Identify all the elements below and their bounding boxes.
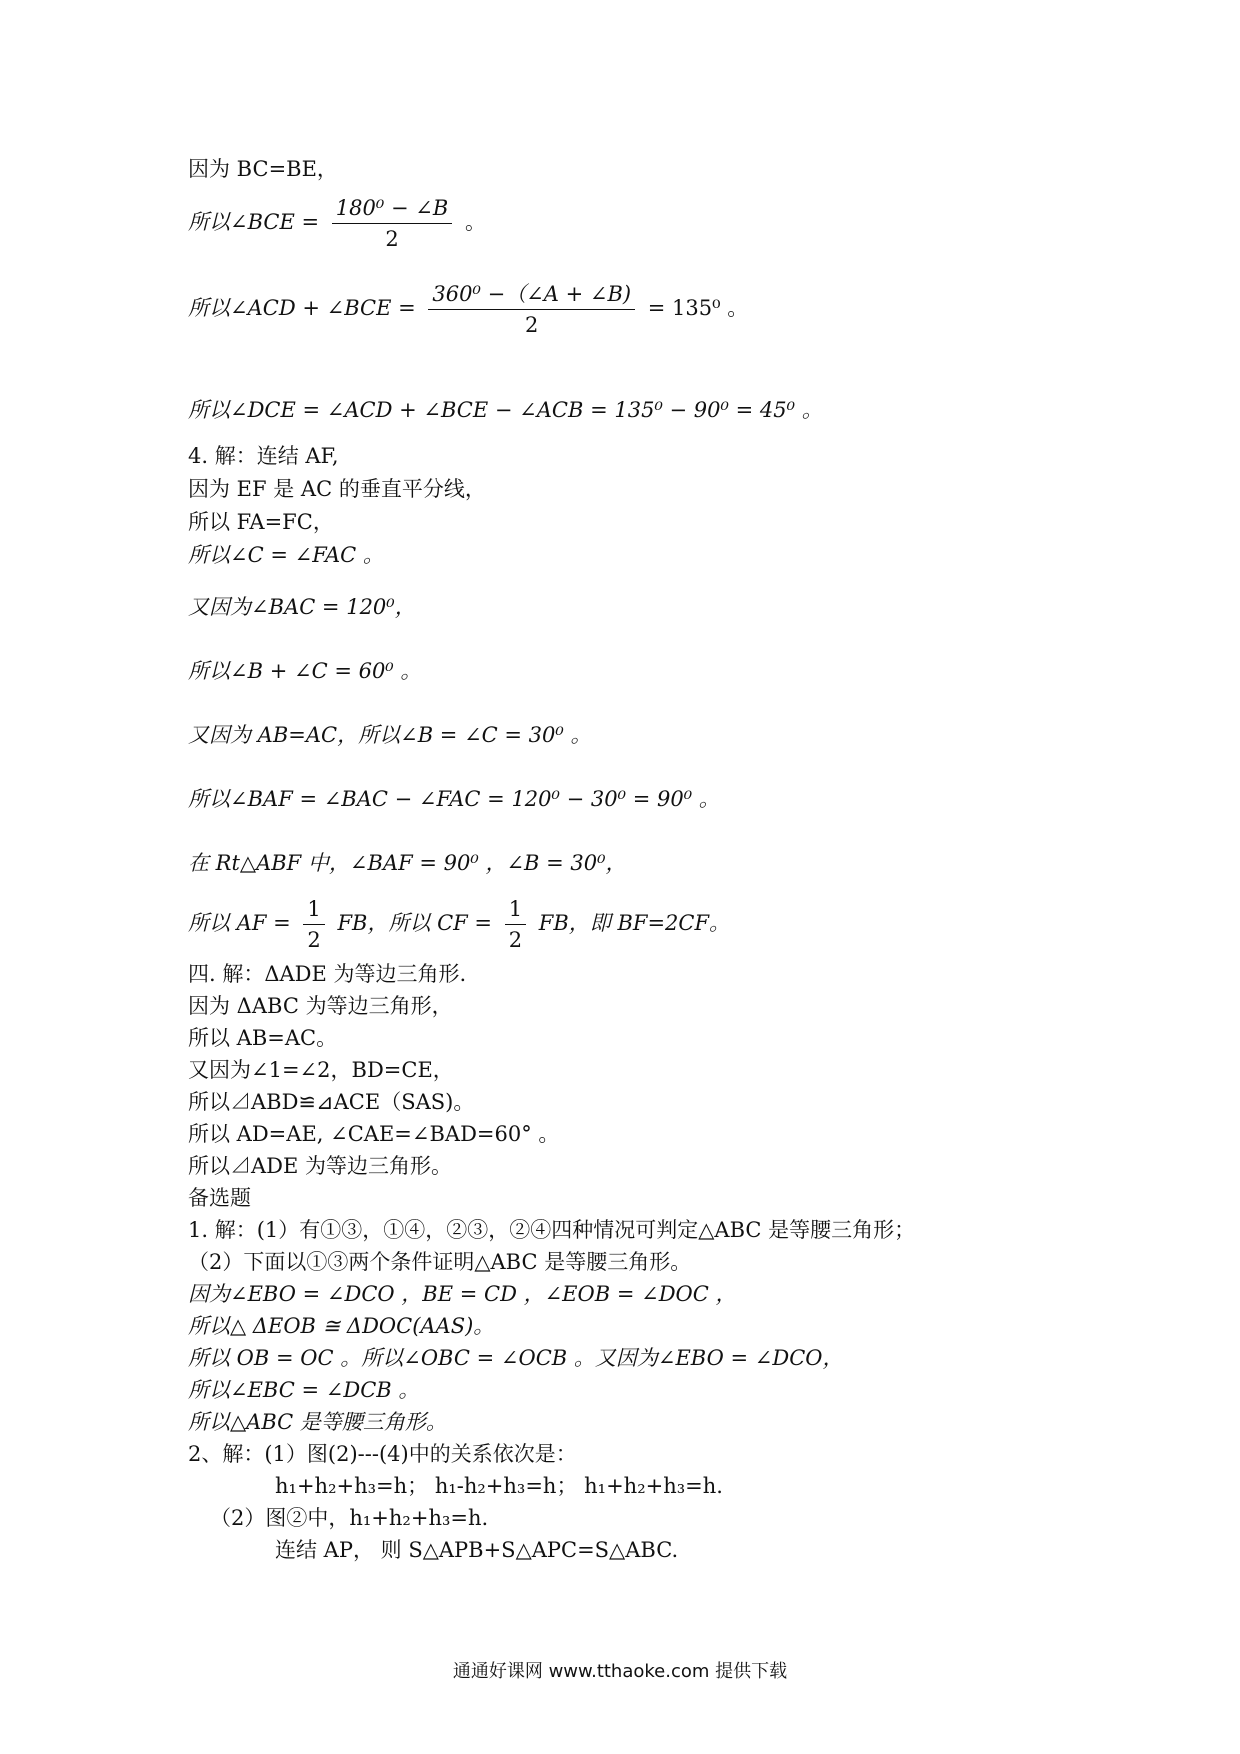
text-line-19: 所以⊿ABD≌⊿ACE（SAS)。 <box>188 1090 475 1114</box>
text-line-16: 因为 ΔABC 为等边三角形， <box>188 994 453 1018</box>
text-line-15: 四. 解：ΔADE 为等边三角形. <box>188 962 467 986</box>
fraction-acd-bce <box>428 282 635 337</box>
text-line-17: 所以 AB=AC。 <box>188 1026 338 1050</box>
equation-dce: 所以∠DCE = ∠ACD + ∠BCE − ∠ACB = 135⁰ − 90⁰ = 45⁰ 。 <box>188 398 823 422</box>
text-line-8: 所以∠C = ∠FAC 。 <box>188 543 384 567</box>
fraction-numerator: 1 <box>505 897 526 925</box>
text-line-26: 所以△ ΔEOB ≅ ΔDOC(AAS)。 <box>188 1314 495 1338</box>
text-line-12: 所以∠BAF = ∠BAC − ∠FAC = 120⁰ − 30⁰ = 90⁰ 。 <box>188 787 720 811</box>
text-line-13: 在 Rt△ABF 中，∠BAF = 90⁰ ，∠B = 30⁰， <box>188 851 627 875</box>
text-line-18: 又因为∠1=∠2，BD=CE， <box>188 1058 454 1082</box>
fraction-numerator: 1 <box>303 897 324 925</box>
fraction-bce <box>332 196 452 251</box>
text-line-23: 1. 解：(1）有①③，①④，②③，②④四种情况可判定△ABC 是等腰三角形； <box>188 1218 916 1242</box>
text-line-25: 因为∠EBO = ∠DCO ，BE = CD ，∠EOB = ∠DOC ， <box>188 1282 737 1306</box>
fraction-half-1 <box>303 897 324 952</box>
fraction-numerator: 360⁰ −（∠A + ∠B) <box>428 282 635 310</box>
fraction-denominator: 2 <box>307 928 321 953</box>
text-line-6: 因为 EF 是 AC 的垂直平分线， <box>188 477 486 501</box>
text-line-9: 又因为∠BAC = 120⁰， <box>188 595 416 619</box>
equation-bce <box>188 196 486 251</box>
text-line-10: 所以∠B + ∠C = 60⁰ 。 <box>188 659 422 683</box>
text-line-31: h₁+h₂+h₃=h； h₁-h₂+h₃=h； h₁+h₂+h₃=h. <box>275 1474 723 1498</box>
text-line-1: 因为 BC=BE， <box>188 157 338 181</box>
text-line-27: 所以 OB = OC 。所以∠OBC = ∠OCB 。又因为∠EBO = ∠DCO， <box>188 1346 844 1370</box>
section-heading-alternates: 备选题 <box>188 1186 251 1210</box>
fraction-denominator: 2 <box>525 313 539 338</box>
equation-af-cf <box>188 897 730 952</box>
eq-bce-prefix: 所以∠BCE = <box>188 210 320 235</box>
eq-acd-suffix: = 135⁰ 。 <box>647 296 749 321</box>
text-line-5: 4. 解：连结 AF, <box>188 444 339 468</box>
text-line-7: 所以 FA=FC， <box>188 510 334 534</box>
text-line-11: 又因为 AB=AC，所以∠B = ∠C = 30⁰ 。 <box>188 723 592 747</box>
eq-af-part3: FB，即 BF=2CF。 <box>538 911 731 936</box>
equation-acd-bce <box>188 282 748 337</box>
text-line-28: 所以∠EBC = ∠DCB 。 <box>188 1378 420 1402</box>
text-line-20: 所以 AD=AE, ∠CAE=∠BAD=60° 。 <box>188 1122 560 1146</box>
fraction-numerator: 180⁰ − ∠B <box>332 196 452 224</box>
text-line-32: （2）图②中，h₁+h₂+h₃=h. <box>210 1506 489 1530</box>
text-line-30: 2、解：(1）图(2)---(4)中的关系依次是： <box>188 1442 577 1466</box>
page-footer: 通通好课网 www.tthaoke.com 提供下载 <box>452 1661 788 1682</box>
text-line-33: 连结 AP， 则 S△APB+S△APC=S△ABC. <box>275 1538 679 1562</box>
fraction-denominator: 2 <box>385 227 399 252</box>
text-line-21: 所以⊿ADE 为等边三角形。 <box>188 1154 453 1178</box>
eq-bce-suffix: 。 <box>464 210 486 235</box>
eq-af-part2: FB，所以 CF = <box>337 911 493 936</box>
fraction-denominator: 2 <box>508 928 523 953</box>
eq-af-part1: 所以 AF = <box>188 911 291 936</box>
text-line-29: 所以△ABC 是等腰三角形。 <box>188 1410 447 1434</box>
fraction-half-2 <box>505 897 526 952</box>
text-line-24: （2）下面以①③两个条件证明△ABC 是等腰三角形。 <box>188 1250 692 1274</box>
eq-acd-prefix: 所以∠ACD + ∠BCE = <box>188 296 416 321</box>
